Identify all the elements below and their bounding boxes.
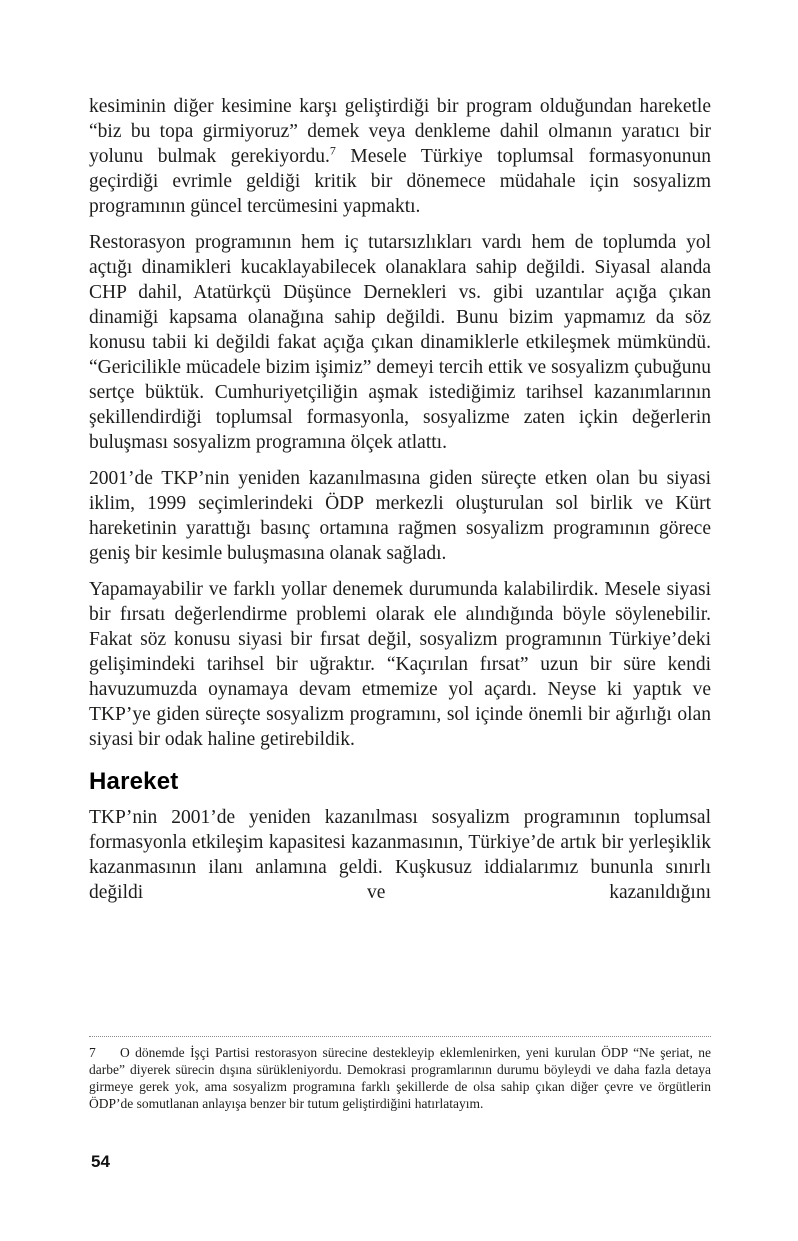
footnote-area bbox=[89, 1036, 711, 1112]
footnote-text: O dönemde İşçi Partisi restorasyon sürecine destekleyip eklemlenirken, yeni kurulan ÖDP “Ne şeriat, ne darbe” diyerek sürecin dışına sürükleniyordu. Demokrasi programlarının durumu böyleydi ve daha fazla detaya girmeye gerek yok, ama sosyalizm programına farklı şekillerde de olsa sahip çıkan diğer çevre ve örgütlerin ÖDP’de somutlanan anlayışa benzer bir tutum geliştirdiğini hatırlatayım. bbox=[89, 1045, 711, 1111]
paragraph-3: 2001’de TKP’nin yeniden kazanılmasına giden süreçte etken olan bu siyasi iklim, 1999 seçimlerindeki ÖDP merkezli oluşturulan sol birlik ve Kürt hareketinin yarattığı basınç ortamına rağmen sosyalizm programının görece geniş bir kesimle buluşmasına olanak sağladı. bbox=[89, 468, 711, 564]
footnote-number: 7 bbox=[89, 1045, 96, 1060]
page-number: 54 bbox=[91, 1152, 110, 1171]
text-block bbox=[89, 94, 711, 916]
paragraph-2: Restorasyon programının hem iç tutarsızlıkları vardı hem de toplumda yol açtığı dinamikleri kucaklayabilecek olanaklara sahip değildi. Siyasal alanda CHP dahil, Atatürkçü Düşünce Dernekleri vs. gibi uzantılar açığa çıkan dinamiği kapsama olanağına sahip değildi. Bunu bizim yapmamız da söz konusu tabii ki değildi fakat açığa çıkan dinamiklerle etkileşmek mümkündü. “Gericilikle mücadele bizim işimiz” demeyi tercih ettik ve sosyalizm çubuğunu sertçe büktük. Cumhuriyetçiliğin aşmak istediğimiz tarihsel kazanımlarının şekillendirdiği toplumsal formasyonla, sosyalizme zaten içkin değerlerin buluşması sosyalizm programına ölçek atlattı. bbox=[89, 232, 711, 453]
paragraph-1-text-before-ref: kesiminin diğer kesimine karşı geliştirdiği bir program olduğundan hareketle “biz bu topa girmiyoruz” demek veya denkleme dahil olmanın yaratıcı bir yolunu bulmak gerekiyordu. bbox=[89, 96, 711, 167]
paragraph-1-text-after-ref: Mesele Türkiye toplumsal formasyonunun geçirdiği evrimle geldiği kritik bir dönemece müdahale için sosyalizm programının güncel tercümesini yapmaktı. bbox=[89, 146, 712, 217]
paragraph-4: Yapamayabilir ve farklı yollar denemek durumunda kalabilirdik. Mesele siyasi bir fırsatı değerlendirme problemi olarak ele alındığında böyle söylenebilir. Fakat söz konusu siyasi bir fırsat değil, sosyalizm programının Türkiye’deki gelişimindeki tarihsel bir uğraktır. “Kaçırılan fırsat” uzun bir süre kendi havuzumuzda oynamaya devam etmemize yol açardı. Neyse ki yaptık ve TKP’ye giden süreçte sosyalizm programını, sol içinde önemli bir ağırlığı olan siyasi bir odak haline getirebildik. bbox=[89, 579, 711, 750]
footnote bbox=[89, 1044, 711, 1112]
footnote-reference-7: 7 bbox=[329, 143, 336, 158]
paragraph-5: TKP’nin 2001’de yeniden kazanılması sosyalizm programının toplumsal formasyonla etkileşim kapasitesi kazanmasının, Türkiye’de artık bir yerleşiklik kazanmasının ilanı anlamına geldi. Kuşkusuz iddialarımız bununla sınırlı değildi ve kazanıldığını bbox=[89, 807, 711, 903]
footnote-separator bbox=[89, 1036, 711, 1037]
section-heading: Hareket bbox=[89, 768, 179, 795]
paragraph-1 bbox=[89, 94, 711, 219]
